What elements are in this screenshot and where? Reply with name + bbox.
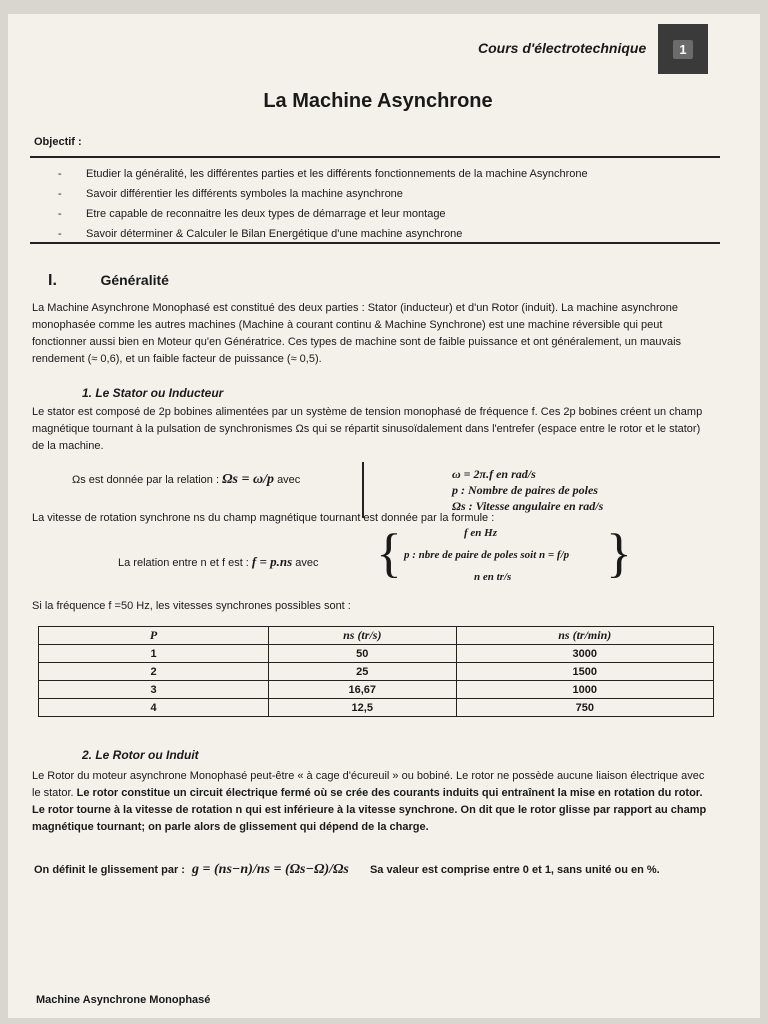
relation2-formula: f = p.ns [251,554,293,569]
table-cell: 25 [269,663,457,681]
definition-line: Ωs : Vitesse angulaire en rad/s [452,499,604,513]
definition-line: n en tr/s [474,571,512,583]
page-footer: Machine Asynchrone Monophasé [36,994,211,1006]
objectives-list [58,164,588,244]
table-row [39,699,714,717]
objective-item: - Etudier la généralité, les différentes parties et les différents fonctionnements de la machine Asynchrone [58,164,588,184]
divider-top [30,156,720,158]
rotor-text: Le Rotor du moteur asynchrone Monophasé peut-être « à cage d'écureuil » ou bobiné. Le rotor ne possède aucune liaison électrique avec le stator. [32,770,705,799]
section-title: Généralité [100,272,169,288]
table-cell: 750 [456,699,713,717]
course-header: Cours d'électrotechnique [478,40,647,56]
table-row [39,663,714,681]
rotor-text-bold: Le rotor constitue un circuit électrique fermé où se crée des courants induits qui entraînent la mise en rotation du rotor. Le rotor tourne à la vitesse de rotation n qui est inférieure à la vitesse synchrone. On dit que le rotor glisse par rapport au champ magnétique tournant; on parle alors de glissement qui dépend de la charge. [32,787,707,833]
section-number: I. [48,272,57,289]
table-cell: 16,67 [269,681,457,699]
divider-bottom [30,242,720,244]
definition-line: f en Hz [464,527,497,539]
speed-paragraph: La vitesse de rotation synchrone ns du champ magnétique tournant est donnée par la formule : [32,512,495,524]
page-number: 1 [673,40,692,59]
left-brace: { [376,523,402,583]
table-cell: 2 [39,663,269,681]
objective-item: - Savoir différentier les différents symboles la machine asynchrone [58,184,588,204]
document-page [8,14,760,1018]
right-brace: } [606,523,632,583]
relation2-prefix: La relation entre n et f est : [118,557,249,569]
column-header: ns (tr/s) [269,627,457,645]
intro-paragraph: La Machine Asynchrone Monophasé est constitué des deux parties : Stator (inducteur) et d'un Rotor (induit). La machine asynchrone monophasée comme les autres machines (Machine à courant continu & Machine Synchrone) est une machine réversible qui peut fonctionner aussi bien en Moteur qu'en Génératrice. Ces types de machine sont de faible puissance et ont généralement, un mauvais rendement (≈ 0,6), et un faible facteur de puissance (≈ 0,5). [32,302,682,365]
table-row [39,681,714,699]
frequency-definitions [404,522,569,588]
definition-line: p : nbre de paire de poles soit n = f/p [404,549,570,561]
section-heading [48,272,169,290]
omega-definitions [452,466,603,514]
page-title: La Machine Asynchrone [263,90,493,112]
relation-formula: Ωs = ω/p [222,472,274,487]
column-header: P [39,627,269,645]
rotor-paragraph [32,768,712,836]
slip-formula: g = (ns−n)/ns = (Ωs−Ω)/Ωs [192,862,349,877]
table-cell: 3000 [456,645,713,663]
slip-definition [34,862,660,878]
table-cell: 1 [39,645,269,663]
page-number-box [658,24,708,74]
objectives-label: Objectif : [34,136,82,148]
relation-suffix: avec [277,474,301,486]
relation-omega [72,472,300,488]
synchronous-speed-table [38,626,714,717]
table-cell: 1000 [456,681,713,699]
table-row [39,645,714,663]
stator-heading: 1. Le Stator ou Inducteur [82,386,224,400]
column-header: ns (tr/min) [456,627,713,645]
frequency-paragraph: Si la fréquence f =50 Hz, les vitesses synchrones possibles sont : [32,600,351,612]
definition-line: p : Nombre de paires de poles [452,483,598,497]
table-cell: 1500 [456,663,713,681]
slip-note: Sa valeur est comprise entre 0 et 1, sans unité ou en %. [369,864,660,876]
slip-prefix: On définit le glissement par : [34,864,185,876]
relation-frequency [118,554,319,570]
table-cell: 12,5 [269,699,457,717]
relation-prefix: Ωs est donnée par la relation : [72,474,220,486]
table-cell: 3 [39,681,269,699]
definition-line: ω = 2π.f en rad/s [452,467,536,481]
relation2-suffix: avec [295,557,319,569]
stator-paragraph: Le stator est composé de 2p bobines alimentées par un système de tension monophasé de fréquence f. Ces 2p bobines créent un champ magnétique tournant à la pulsation de synchronismes Ωs qui se répartit sinusoïdalement dans l'entrefer (espace entre le rotor et le stator) de la machine. [32,406,703,452]
rotor-heading: 2. Le Rotor ou Induit [82,748,199,762]
objective-item: - Etre capable de reconnaitre les deux types de démarrage et leur montage [58,204,588,224]
table-cell: 4 [39,699,269,717]
table-header-row [39,627,714,645]
table-cell: 50 [269,645,457,663]
objective-item: - Savoir déterminer & Calculer le Bilan Energétique d'une machine asynchrone [58,224,588,244]
